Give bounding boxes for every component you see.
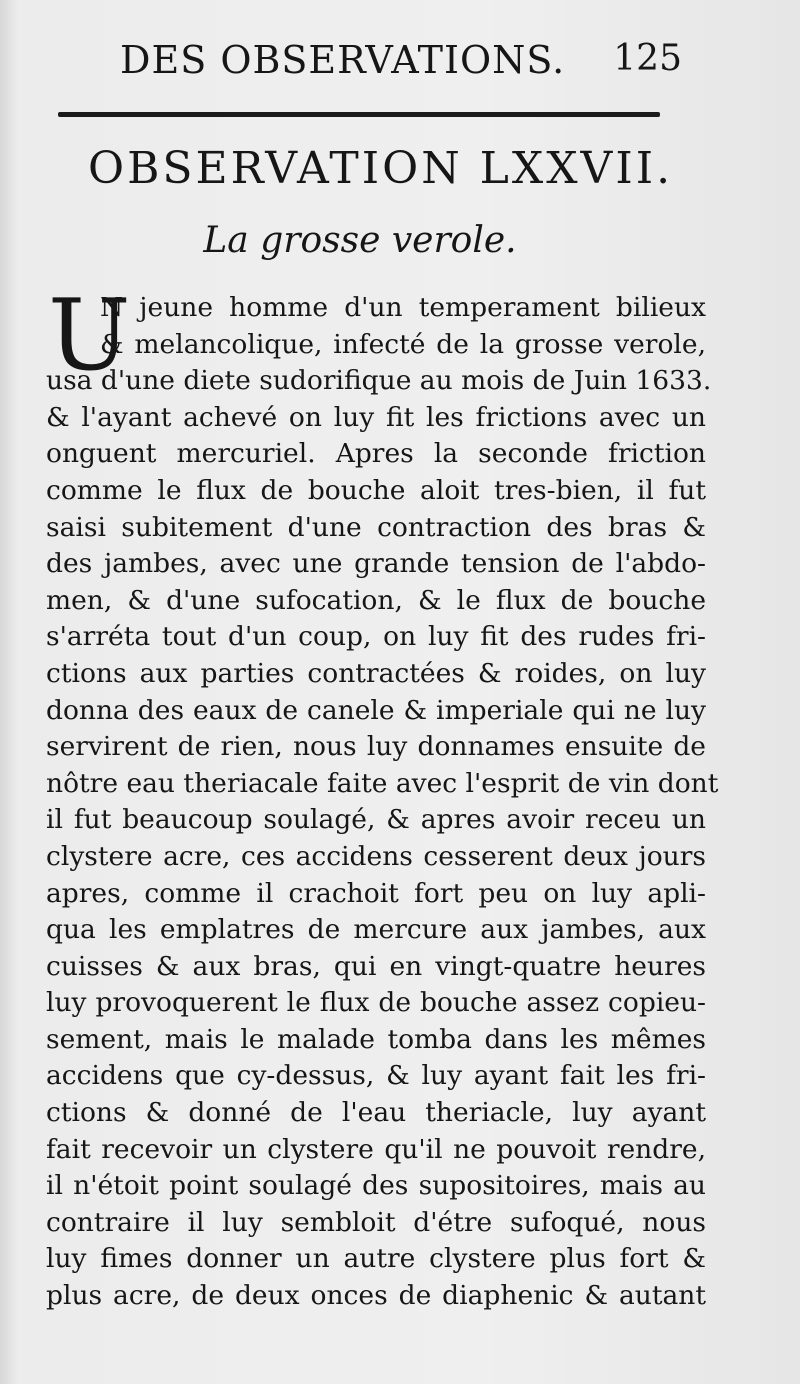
text-line: usa d'une diete sudorifique au mois de Juin 1633. (46, 365, 712, 397)
text-line: donna des eaux de canele & imperiale qui ne luy (46, 694, 706, 726)
text-line: servirent de rien, nous luy donnames ensuite de (46, 731, 706, 763)
text-line: luy provoquerent le flux de bouche assez copieu- (46, 987, 706, 1019)
text-line: qua les emplatres de mercure aux jambes, aux (46, 914, 706, 946)
drop-cap: U (48, 279, 131, 393)
text-line: & melancolique, infecté de la grosse verole, (100, 328, 706, 360)
text-line: saisi subitement d'une contraction des bras & (46, 511, 706, 543)
text-line: contraire il luy sembloit d'étre sufoqué, nous (46, 1206, 706, 1238)
text-line: clystere acre, ces accidens cesserent deux jours (46, 840, 706, 872)
observation-heading: OBSERVATION LXXVII. (88, 143, 674, 194)
running-head (120, 38, 680, 88)
text-line: il fut beaucoup soulagé, & apres avoir receu un (46, 804, 706, 836)
text-line: accidens que cy-dessus, & luy ayant fait les fri- (46, 1060, 706, 1092)
text-line: onguent mercuriel. Apres la seconde friction (46, 438, 706, 470)
text-line: & l'ayant achevé on luy fit les frictions avec un (46, 401, 706, 433)
text-line: N jeune homme d'un temperament bilieux (100, 292, 706, 323)
page-number: 125 (613, 38, 682, 79)
text-line: comme le flux de bouche aloit tres-bien, il fut (46, 474, 706, 506)
running-title: DES OBSERVATIONS. (120, 38, 566, 82)
text-line: plus acre, de deux onces de diaphenic & autant (46, 1280, 706, 1312)
text-line: apres, comme il crachoit fort peu on luy apli- (46, 877, 706, 909)
text-line: s'arréta tout d'un coup, on luy fit des rudes fri- (46, 621, 706, 653)
text-line: sement, mais le malade tomba dans les mêmes (46, 1023, 706, 1055)
text-line: men, & d'une sufocation, & le flux de bouche (46, 584, 706, 616)
text-line: nôtre eau theriacale faite avec l'esprit de vin dont (46, 767, 719, 799)
observation-subtitle: La grosse verole. (203, 220, 517, 261)
text-line: cuisses & aux bras, qui en vingt-quatre heures (46, 950, 706, 982)
text-line: des jambes, avec une grande tension de l'abdo- (46, 548, 706, 580)
text-line: il n'étoit point soulagé des supositoires, mais au (46, 1170, 706, 1202)
text-line: luy fimes donner un autre clystere plus fort & (46, 1243, 706, 1275)
text-line: ctions & donné de l'eau theriacle, luy ayant (46, 1097, 706, 1129)
text-line: ctions aux parties contractées & roides, on luy (46, 657, 706, 689)
header-rule (58, 112, 660, 117)
text-line: fait recevoir un clystere qu'il ne pouvoit rendre, (46, 1133, 706, 1165)
body-text (46, 279, 719, 1315)
